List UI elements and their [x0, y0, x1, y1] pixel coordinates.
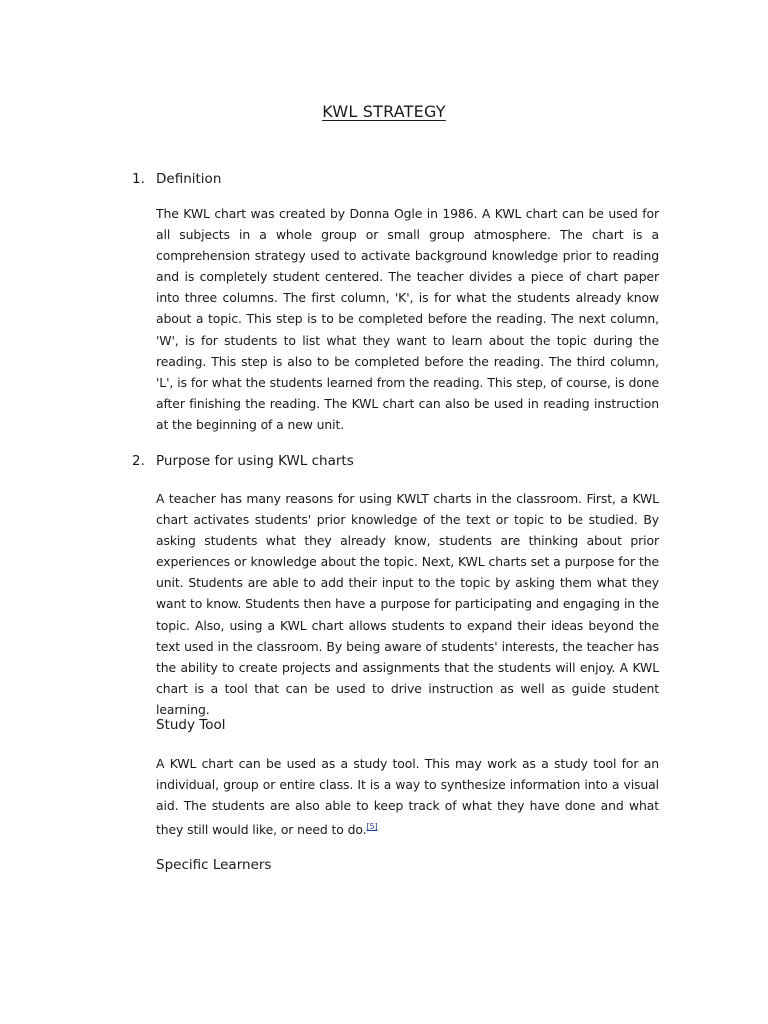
- study-tool-heading: Study Tool: [156, 717, 226, 733]
- study-tool-text: A KWL chart can be used as a study tool. This may work as a study tool for an individual, group or entire class. It is a way to synthesize information into a visual aid. The students are also able to keep track of what they have done and what they still would like, or need to do.: [156, 756, 659, 838]
- study-tool-paragraph: [156, 753, 659, 840]
- definition-paragraph: The KWL chart was created by Donna Ogle in 1986. A KWL chart can be used for all subjects in a whole group or small group atmosphere. The chart is a comprehension strategy used to activate background knowledge prior to reading and is completely student centered. The teacher divides a piece of chart paper into three columns. The first column, 'K', is for what the students already know about a topic. This step is to be completed before the reading. The next column, 'W', is for students to list what they want to learn about the topic during the reading. This step is also to be completed before the reading. The third column, 'L', is for what the students learned from the reading. This step, of course, is done after finishing the reading. The KWL chart can also be used in reading instruction at the beginning of a new unit.: [156, 206, 659, 432]
- section-number: 2.: [132, 453, 145, 469]
- purpose-paragraph: A teacher has many reasons for using KWLT charts in the classroom. First, a KWL chart activates students' prior knowledge of the text or topic to be studied. By asking students what they already know, students are thinking about prior experiences or knowledge about the topic. Next, KWL charts set a purpose for the unit. Students are able to add their input to the topic by asking them what they want to know. Students then have a purpose for participating and engaging in the topic. Also, using a KWL chart allows students to expand their ideas beyond the text used in the classroom. By being aware of students' interests, the teacher has the ability to create projects and assignments that the students will enjoy. A KWL chart is a tool that can be used to drive instruction as well as guide student learning.: [156, 491, 659, 717]
- section-heading-text: Definition: [156, 171, 222, 187]
- section-number: 1.: [132, 171, 145, 187]
- document-title: KWL STRATEGY: [322, 102, 446, 121]
- reference-link[interactable]: [5]: [366, 822, 378, 832]
- specific-learners-heading: Specific Learners: [156, 857, 272, 873]
- section-heading-definition: [132, 171, 221, 187]
- section-heading-text: Purpose for using KWL charts: [156, 453, 354, 469]
- section-heading-purpose: [132, 453, 354, 469]
